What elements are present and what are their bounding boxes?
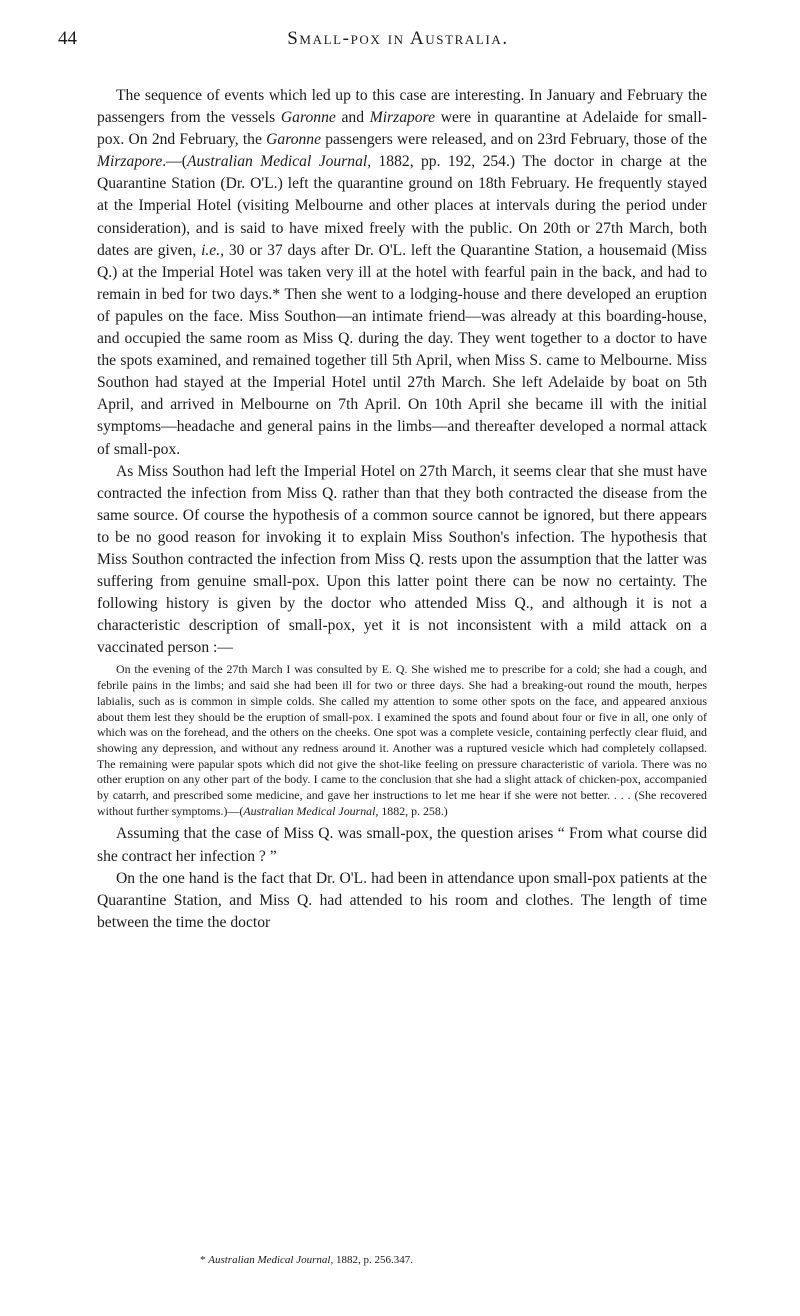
paragraph-sequence-of-events: The sequence of events which led up to this case are interesting. In January and February the passengers from the vessels Garonne and Mirzapore were in quarantine at Adelaide for small-pox. On 2nd February, the Garonne passengers were released, and on 23rd February, those of the Mirzapore.—(Australian Medical Journal, 1882, pp. 192, 254.) The doctor in charge at the Quarantine Station (Dr. O'L.) left the quarantine ground on 18th February. He frequently stayed at the Imperial Hotel (visiting Melbourne and other places at intervals during the period under consideration), and is said to have mixed freely with the public. On 20th or 27th March, both dates are given, i.e., 30 or 37 days after Dr. O'L. left the Quarantine Station, a housemaid (Miss Q.) at the Imperial Hotel was taken very ill at the hotel with fearful pain in the back, and had to remain in bed for two days.* Then she went to a lodging-house and there developed an eruption of papules on the face. Miss Southon—an intimate friend—was already at this boarding-house, and occupied the same room as Miss Q. during the day. They went together to a doctor to have the spots examined, and remained together till 5th April, when Miss S. came to Melbourne. Miss Southon had stayed at the Imperial Hotel until 27th March. She left Adelaide by boat on 5th April, and arrived in Melbourne on 7th April. On 10th April she became ill with the initial symptoms—headache and general pains in the limbs—and thereafter developed a normal attack of small-pox. — [97, 87, 708, 458]
vessel-name: Garonne — [266, 131, 322, 149]
footnote — [200, 1253, 700, 1267]
footnote-journal: Australian Medical Journal, — [208, 1254, 334, 1266]
page-number: 44 — [58, 28, 77, 49]
vessel-name: Mirzapore — [97, 153, 163, 171]
journal-citation: Australian Medical Journal, — [186, 153, 372, 171]
vessel-name: Mirzapore — [369, 109, 435, 127]
footnote-marker: * — [200, 1254, 209, 1266]
block-quote-doctor-history: On the evening of the 27th March I was consulted by E. Q. She wished me to prescribe for a cold; she had a cough, and febrile pains in the limbs; and said she had been ill for two or three days. She had a breaking-out round the mouth, herpes labialis, such as is common in simple colds. She called my attention to some other spots on the face, and appeared anxious about them lest they should be the eruption of small-pox. I examined the spots and found about four or five in all, one only of which was on the forehead, and the others on the cheeks. One spot was a complete vesicle, containing perfectly clear fluid, and showing any depression, and without any redness around it. Another was a ruptured vesicle which had completely collapsed. The remaining were papular spots which did not give the shot-like feeling on pressure characteristic of variola. There was no other eruption on any other part of the body. I came to the conclusion that she had a slight attack of chicken-pox, accompanied by catarrh, and prescribed some medicine, and gave her instructions to let me hear if she were not better. . . . (She recovered without further symptoms.)—(Australian Medical Journal, 1882, p. 258.) — [97, 662, 707, 818]
abbreviation-ie: i.e., — [201, 241, 225, 259]
journal-citation: Australian Medical Journal, — [243, 803, 379, 818]
paragraph-quarantine-doctor: On the one hand is the fact that Dr. O'L. had been in attendance upon small-pox patients at the Quarantine Station, and Miss Q. had attended to his room and clothes. The length of time between the time the doctor — [97, 869, 707, 931]
page-header — [58, 28, 738, 58]
body-text — [97, 85, 707, 934]
paragraph-miss-southon: As Miss Southon had left the Imperial Hotel on 27th March, it seems clear that she must have contracted the infection from Miss Q. rather than that they both contracted the disease from the same source. Of course the hypothesis of a common source cannot be ignored, but there appears to be no good reason for invoking it to explain Miss Southon's infection. The hypothesis that Miss Southon contracted the infection from Miss Q. rests upon the assumption that the latter was suffering from genuine small-pox. Upon this latter point there can be now no certainty. The following history is given by the doctor who attended Miss Q., and although it is not a characteristic description of small-pox, yet it is not inconsistent with a mild attack on a vaccinated person :— — [97, 462, 707, 657]
running-title: Small-pox in Australia. — [287, 28, 509, 49]
vessel-name: Garonne — [280, 109, 336, 127]
footnote-reference: 1882, p. 256.347. — [333, 1254, 413, 1266]
paragraph-question: Assuming that the case of Miss Q. was small-pox, the question arises “ From what course did she contract her infection ? ” — [97, 825, 707, 865]
